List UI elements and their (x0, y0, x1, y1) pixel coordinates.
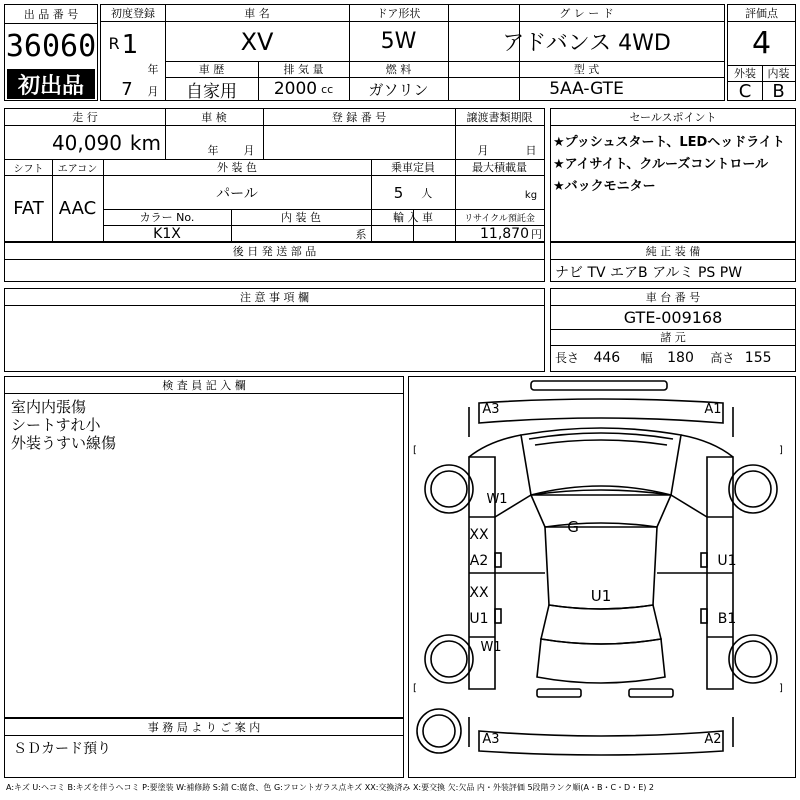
recycle-unit: 円 (531, 227, 542, 241)
dims-label: 諸 元 (660, 331, 686, 344)
damage-a3-front-left: A3 (482, 401, 500, 417)
sales-point-item: ★プッシュスタート、LEDヘッドライト (553, 135, 785, 150)
damage-w1-front: W1 (486, 491, 508, 507)
car-name-label: 車 名 (244, 7, 270, 20)
shift-label: シフト (13, 163, 44, 175)
shift-value: FAT (13, 198, 44, 219)
svg-text:]: ] (779, 445, 783, 456)
color-no-label: カラー No. (139, 211, 195, 224)
damage-g-windshield: G (567, 518, 579, 536)
int-color-label: 内 装 色 (281, 211, 321, 224)
int-score: B (772, 82, 785, 100)
length-value: 446 (593, 350, 621, 366)
capacity-label: 乗車定員 (391, 161, 435, 174)
displacement-value (258, 78, 349, 100)
transfer-month-unit: 月 (477, 144, 489, 157)
mileage-label: 走 行 (72, 111, 98, 124)
score-label: 評価点 (745, 7, 778, 20)
damage-u1-roof: U1 (590, 587, 612, 605)
max-load-label: 最大積載量 (472, 161, 527, 174)
capacity-value (371, 176, 455, 209)
ext-score: C (738, 82, 752, 100)
aircon-value: AAC (58, 198, 97, 219)
reg-year: 1 (121, 31, 139, 59)
inspection-month-unit: 月 (243, 144, 255, 157)
damage-b1-right-rear-door: B1 (717, 611, 737, 627)
model-label: 型 式 (573, 63, 600, 76)
inspector-line: 室内内張傷 (11, 398, 87, 416)
office-box (4, 718, 404, 778)
svg-text:]: ] (779, 683, 783, 694)
car-name: XV (240, 27, 274, 56)
model-value: 5AA-GTE (549, 79, 624, 99)
color-no-value: K1X (153, 226, 181, 241)
width-label: 幅 (640, 351, 653, 365)
legend-text: A:キズ U:ヘコミ B:キズを伴うヘコミ P:要塗装 W:補修跡 S:錆 C:腐食、色 G:フロントガラス点キズ XX:交換済み X:要交換 欠:欠品 内・外装評価 5段階ランク順(A・B・C・D・E) 2 (6, 783, 655, 792)
int-score-label: 内装 (767, 67, 790, 80)
recycle-label: リサイクル預託金 (464, 213, 535, 224)
inspector-label: 検 査 員 記 入 欄 (162, 379, 246, 392)
sales-points-box (550, 108, 796, 242)
chassis-value: GTE-009168 (623, 308, 723, 327)
score-box (727, 4, 796, 101)
mileage-value (5, 126, 165, 159)
width-value: 180 (667, 350, 694, 366)
sales-points-label: セールスポイント (629, 111, 717, 124)
lot-box (4, 4, 98, 101)
damage-xx-rear-door: XX (469, 585, 489, 601)
capacity-unit: 人 (421, 186, 433, 200)
transfer-day-unit: 日 (525, 144, 537, 157)
fuel-value: ガソリン (368, 80, 429, 99)
aircon-label: エアコン (57, 163, 98, 175)
reg-label: 初度登録 (111, 7, 155, 20)
damage-a1-front-right: A1 (704, 401, 722, 417)
ext-score-label: 外装 (734, 67, 756, 80)
door-value: 5W (380, 29, 417, 54)
displacement-unit: cc (321, 82, 334, 96)
chassis-box (550, 288, 796, 372)
inspection-year-unit: 年 (207, 144, 219, 157)
displacement-number: 2000 (273, 79, 318, 99)
equipment-box (550, 242, 796, 282)
height-value: 155 (744, 350, 772, 366)
reg-month: 7 (121, 79, 133, 99)
damage-a2-rear-right: A2 (704, 731, 722, 747)
later-parts-box (4, 242, 545, 282)
score-value: 4 (751, 26, 772, 61)
recycle-number: 11,870 (480, 226, 529, 241)
mileage-unit: km (129, 130, 161, 155)
damage-w1-rear: W1 (480, 639, 502, 655)
history-label: 車 歴 (198, 63, 225, 76)
office-text: ＳＤカード預り (13, 741, 111, 757)
svg-text:[: [ (413, 683, 417, 694)
damage-a3-rear-left: A3 (482, 731, 500, 747)
inspection-label: 車 検 (201, 111, 227, 124)
notes-box (4, 288, 545, 372)
inspector-box (4, 376, 404, 718)
damage-diagram (408, 376, 796, 778)
transfer-date-label: 譲渡書類期限 (466, 111, 533, 124)
registration-no-label: 登 録 番 号 (331, 111, 387, 124)
reg-month-unit: 月 (147, 85, 159, 98)
first-listing-badge: 初出品 (7, 69, 95, 99)
displacement-label: 排 気 量 (283, 63, 324, 76)
capacity-number: 5 (393, 183, 404, 202)
max-load-unit: kg (524, 189, 538, 201)
fuel-label: 燃 料 (385, 63, 412, 76)
svg-text:[: [ (413, 445, 417, 456)
office-label: 事 務 局 よ り ご 案 内 (147, 721, 261, 734)
height-label: 高さ (710, 351, 735, 365)
door-label: ドア形状 (376, 7, 421, 20)
damage-u1-right-front-door: U1 (717, 553, 737, 569)
inspector-line: 外装うすい線傷 (11, 434, 117, 452)
lot-number: 36060 (5, 28, 97, 64)
inspector-line: シートすれ小 (11, 416, 101, 434)
length-label: 長さ (555, 351, 580, 365)
reg-era: R (108, 33, 120, 53)
notes-label: 注 意 事 項 欄 (240, 291, 309, 304)
import-label: 輸 入 車 (393, 211, 433, 224)
car-outline-svg (409, 377, 795, 777)
grade-value: アドバンス 4WD (502, 31, 671, 56)
mileage-number: 40,090 (51, 130, 122, 155)
int-color-unit: 系 (355, 227, 367, 241)
vehicle-info-table (100, 4, 725, 101)
ext-color-label: 外 装 色 (217, 161, 257, 174)
equipment-label: 純 正 装 備 (645, 245, 701, 258)
damage-xx-front-door: XX (469, 527, 489, 543)
equipment-value: ナビ TV エアB アルミ PS PW (555, 265, 743, 281)
damage-a2-front-door: A2 (469, 553, 489, 569)
later-parts-label: 後 日 発 送 部 品 (232, 245, 317, 258)
chassis-label: 車 台 番 号 (645, 291, 701, 304)
recycle-value (455, 226, 544, 241)
lot-label: 出 品 番 号 (23, 8, 79, 21)
reg-year-unit: 年 (147, 63, 159, 76)
sales-point-item: ★アイサイト、クルーズコントロール (553, 157, 769, 172)
dims-row (555, 349, 795, 366)
sales-point-item: ★バックモニター (553, 179, 656, 194)
spec-table (4, 108, 545, 242)
damage-u1-rear-door: U1 (469, 611, 489, 627)
ext-color-value: パール (216, 185, 258, 202)
grade-label: グ レ ー ド (559, 7, 614, 20)
history-value: 自家用 (186, 81, 237, 100)
